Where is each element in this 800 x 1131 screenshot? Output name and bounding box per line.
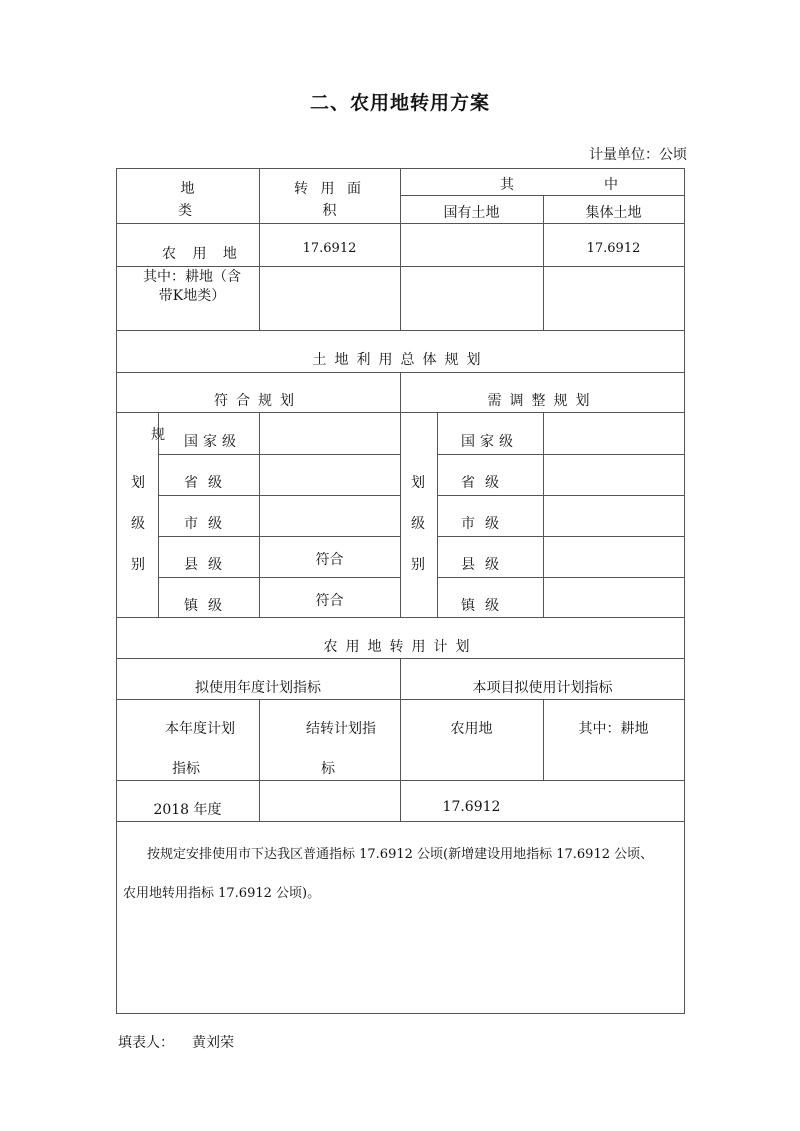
left-level-2: 市级: [184, 516, 232, 532]
conversion-section-title: 农用地转用计划: [323, 639, 478, 655]
unit-label: 计量单位：公顷: [589, 147, 687, 163]
right-level-1: 省级: [461, 475, 509, 491]
plan-conform: 符合规划: [214, 393, 302, 409]
note-line-1: 按规定安排使用市下达我区普通指标 17.6912 公顷(新增建设用地指标 17.6912 公顷、: [147, 847, 654, 862]
right-level-0: 国家级: [461, 434, 518, 450]
header-qizhong-b: 中: [604, 177, 618, 193]
footer-name: 黄刘荣: [192, 1035, 234, 1051]
left-level-3: 县级: [184, 557, 232, 573]
header-land-type-2: 类: [178, 203, 192, 219]
arable-label: 其中：耕地（含带K地类）: [143, 269, 241, 304]
header-area-1: 转 用 面: [294, 181, 365, 197]
header-state-land: 国有土地: [443, 205, 500, 221]
project-index-header: 本项目拟使用计划指标: [472, 680, 613, 696]
right-level-4: 镇级: [461, 598, 509, 614]
right-level-2: 市级: [461, 516, 509, 532]
left-vertical-2: 级: [131, 516, 145, 532]
right-vertical-1: 级: [411, 516, 425, 532]
year-plan-1: 本年度计划: [165, 721, 235, 737]
conv-farmland-header: 农用地: [450, 721, 493, 737]
left-value-4: 符合: [315, 593, 344, 609]
year-value: 2018 年度: [153, 802, 222, 818]
plan-adjust: 需调整规划: [487, 393, 598, 409]
conv-arable-header: 其中：耕地: [578, 721, 649, 737]
carryover-1: 结转计划指: [306, 721, 376, 737]
right-vertical-0: 划: [411, 475, 425, 491]
farmland-area: 17.6912: [302, 241, 357, 256]
carryover-2: 标: [321, 761, 335, 777]
farmland-collective: 17.6912: [586, 241, 641, 256]
left-level-1: 省级: [184, 475, 232, 491]
conv-farmland-value: 17.6912: [442, 799, 501, 815]
document-title: 二、农用地转用方案: [309, 92, 490, 114]
left-value-3: 符合: [315, 552, 344, 568]
header-land-type-1: 地: [180, 181, 195, 197]
note-line-2: 农用地转用指标 17.6912 公顷)。: [123, 886, 321, 901]
left-vertical-3: 别: [131, 557, 145, 573]
left-vertical-0: 规: [151, 427, 165, 443]
year-plan-2: 指标: [172, 761, 200, 777]
header-qizhong-a: 其: [500, 177, 514, 193]
right-vertical-2: 别: [411, 557, 425, 573]
left-level-4: 镇级: [184, 598, 232, 614]
header-collective-land: 集体土地: [585, 205, 642, 221]
farmland-label: 农 用 地: [162, 246, 243, 262]
left-vertical-1: 划: [131, 475, 145, 491]
right-level-3: 县级: [461, 557, 509, 573]
footer-label: 填表人：: [118, 1035, 174, 1051]
annual-index-header: 拟使用年度计划指标: [195, 680, 321, 696]
header-area-2: 积: [322, 203, 337, 219]
left-level-0: 国家级: [184, 434, 241, 450]
footer: [118, 1032, 234, 1052]
left-vertical-gui-clip: [117, 424, 165, 448]
plan-section-title: 土地利用总体规划: [312, 352, 489, 368]
